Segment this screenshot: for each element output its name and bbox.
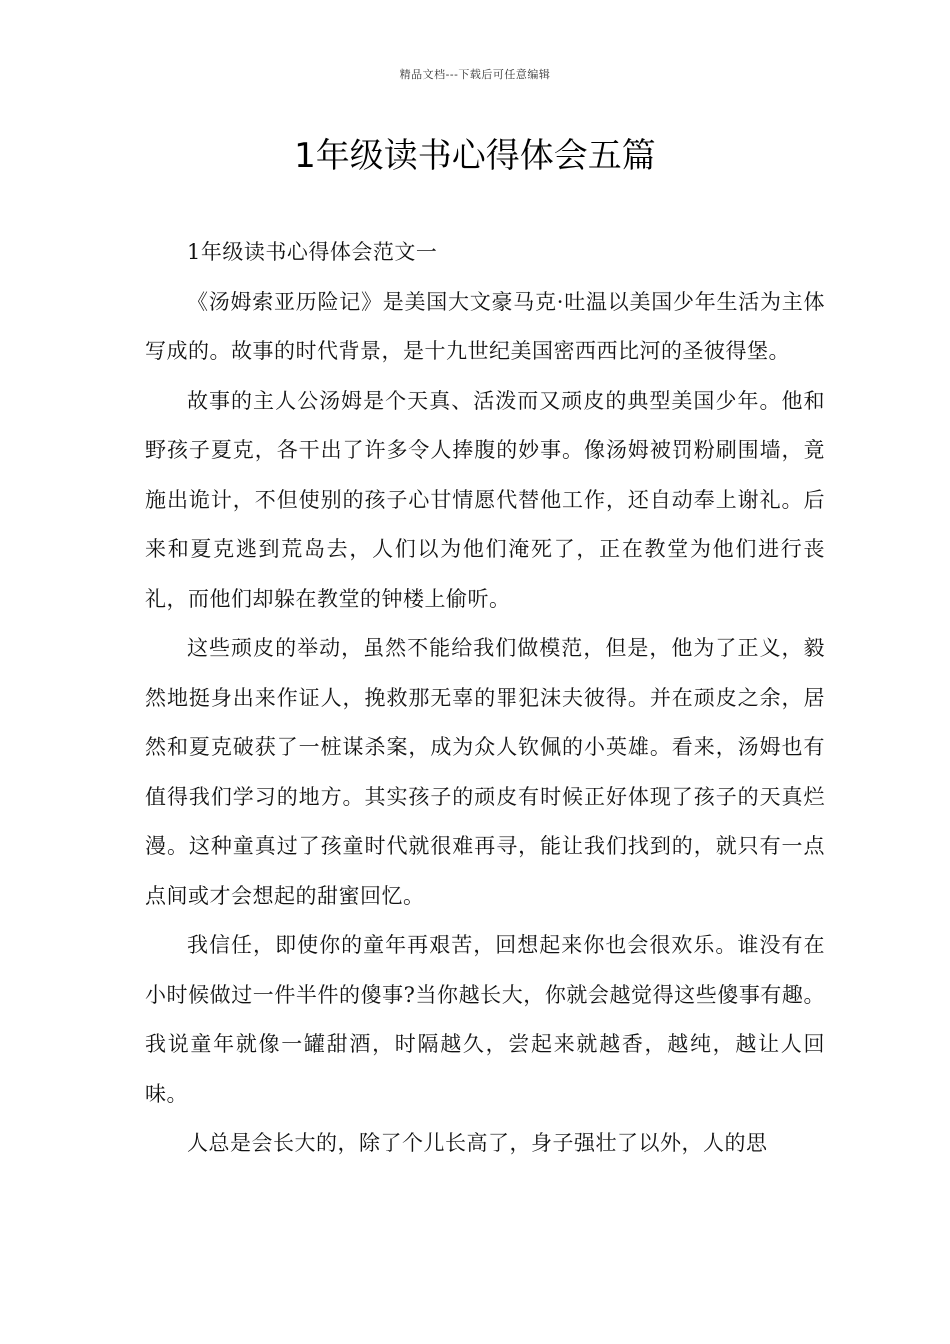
paragraph-3: 这些顽皮的举动，虽然不能给我们做模范，但是，他为了正义，毅然地挺身出来作证人，挽救那无辜的罪犯沫夫彼得。并在顽皮之余，居然和夏克破获了一桩谋杀案，成为众人钦佩的小英雄。看来，汤姆也有值得我们学习的地方。其实孩子的顽皮有时候正好体现了孩子的天真烂漫。这种童真过了孩童时代就很难再寻，能让我们找到的，就只有一点点间或才会想起的甜蜜回忆。: [145, 636, 825, 908]
paragraph-1: 《汤姆索亚历险记》是美国大文豪马克·吐温以美国少年生活为主体写成的。故事的时代背景，是十九世纪美国密西西比河的圣彼得堡。: [145, 289, 825, 363]
section-heading: 1年级读书心得体会范文一: [187, 240, 438, 264]
header-note: 精品文档---下载后可任意编辑: [399, 68, 551, 81]
paragraph-2: 故事的主人公汤姆是个天真、活泼而又顽皮的典型美国少年。他和野孩子夏克，各干出了许多令人捧腹的妙事。像汤姆被罚粉刷围墙，竟施出诡计，不但使别的孩子心甘情愿代替他工作，还自动奉上谢礼。后来和夏克逃到荒岛去，人们以为他们淹死了，正在教堂为他们进行丧礼，而他们却躲在教堂的钟楼上偷听。: [145, 388, 825, 611]
paragraph-4: 我信任，即使你的童年再艰苦，回想起来你也会很欢乐。谁没有在小时候做过一件半件的傻事?当你越长大，你就会越觉得这些傻事有趣。我说童年就像一罐甜酒，时隔越久，尝起来就越香，越纯，越让人回味。: [145, 933, 825, 1106]
document-body: [145, 228, 825, 1169]
paragraph-5: 人总是会长大的，除了个儿长高了，身子强壮了以外，人的思: [187, 1131, 768, 1155]
document-title: 1年级读书心得体会五篇: [294, 136, 656, 176]
